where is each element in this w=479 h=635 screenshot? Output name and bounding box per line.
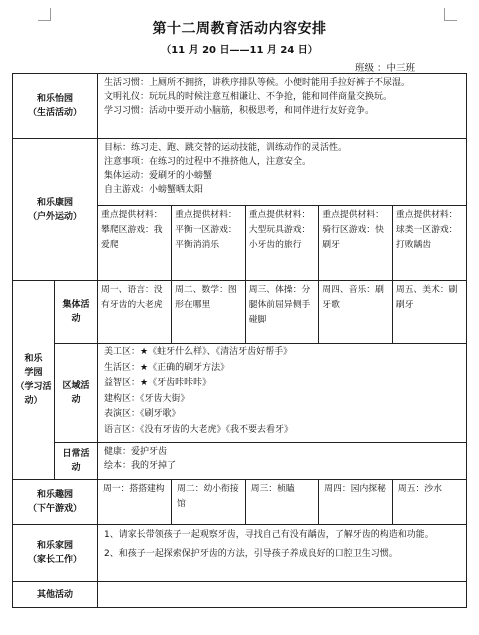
home-line: 1、请家长带领孩子一起观察牙齿，寻找自己有没有龋齿，了解牙齿的构造和功能。 — [104, 530, 434, 540]
area-line: 益智区：★《牙齿咔咔咔》 — [104, 378, 212, 388]
section-home-content — [98, 525, 467, 582]
date-range: （11 月 20 日——11 月 24 日） — [161, 45, 318, 56]
section-life-content — [98, 74, 467, 139]
section-life-subtitle: （生活活动） — [28, 108, 83, 118]
health-line: 目标：练习走、跑、跳交替的运动技能，训练动作的灵活性。 — [104, 143, 348, 153]
study-group-cell: 周二、数学：图形在哪里 — [172, 281, 246, 343]
health-cell: 重点提供材料：骑行区游戏：快刷牙 — [319, 206, 393, 280]
section-study-label — [13, 281, 55, 480]
section-fun-name: 和乐趣园 — [37, 490, 74, 500]
section-other-content — [98, 582, 467, 608]
study-area-label-text: 区域活动 — [62, 381, 90, 405]
fun-cell: 周五：沙水 — [397, 484, 442, 494]
health-line: 集体运动：爱刷牙的小螃蟹 — [104, 171, 213, 181]
section-home-subtitle: （家长工作） — [28, 555, 83, 565]
study-group-label-text: 集体活动 — [62, 300, 90, 324]
study-group-container — [98, 281, 467, 344]
section-health-label — [13, 139, 98, 281]
study-group-cell: 周一、语言：没有牙齿的大老虎 — [98, 281, 172, 343]
study-daily-label-text: 日常活动 — [62, 449, 90, 473]
health-cells-container — [98, 206, 467, 281]
health-cell: 重点提供材料：攀爬区游戏：我爱爬 — [98, 206, 172, 280]
study-group-cell: 周三、体操：分腿体前屈异侧手碰脚 — [245, 281, 319, 343]
section-other-label — [13, 582, 98, 608]
study-area-content — [98, 344, 467, 443]
home-line: 2、和孩子一起探索保护牙齿的方法，引导孩子养成良好的口腔卫生习惯。 — [104, 549, 398, 559]
section-life-name: 和乐怡园 — [37, 94, 74, 104]
page-title: 第十二周教育活动内容安排 — [152, 21, 327, 37]
health-line: 注意事项：在练习的过程中不推挤他人，注意安全。 — [104, 157, 312, 167]
section-home-name: 和乐家园 — [37, 541, 74, 551]
section-study-name: 和乐 — [24, 354, 43, 364]
class-label: 班级 ：中三班 — [355, 63, 416, 74]
fun-container — [98, 480, 467, 525]
health-cell: 重点提供材料：球类一区游戏：打败龋齿 — [395, 210, 458, 250]
area-line: 表演区：《刷牙歌》 — [104, 409, 181, 419]
study-group-cell: 周五、美术：刷刷牙 — [395, 285, 458, 310]
section-health-content — [98, 139, 467, 206]
section-fun-label — [13, 480, 98, 525]
row-other — [13, 582, 467, 608]
fun-cell: 周四：园内探秘 — [319, 480, 393, 524]
health-line: 自主游戏：小螃蟹晒太阳 — [104, 185, 204, 195]
study-group-label — [55, 281, 98, 344]
fun-cell: 周二：幼小衔接馆 — [172, 480, 246, 524]
life-line: 生活习惯：上厕所不拥挤，讲秩序排队等候。小便时能用手拉好裤子不尿湿。 — [104, 78, 411, 88]
daily-line: 绘本：我的牙掉了 — [104, 461, 177, 471]
row-life — [13, 74, 467, 139]
life-line: 学习习惯：活动中要开动小脑筋，积极思考，和同伴进行友好竞争。 — [104, 106, 375, 116]
row-study-area — [13, 344, 467, 443]
row-health-text — [13, 139, 467, 206]
row-fun — [13, 480, 467, 525]
row-study-daily — [13, 443, 467, 480]
study-daily-content — [98, 443, 467, 480]
study-area-label — [55, 344, 98, 443]
area-line: 建构区：《牙齿大街》 — [104, 393, 190, 404]
fun-cell: 周三：桢瞌 — [245, 480, 319, 524]
section-study-subtitle: （学习活动） — [15, 382, 52, 406]
section-fun-subtitle: （下午游戏） — [28, 504, 83, 514]
area-line: 生活区：★《正确的刷牙方法》 — [104, 362, 230, 373]
daily-line: 健康：爱护牙齿 — [104, 447, 168, 457]
health-cell: 重点提供材料：大型玩具游戏：小牙齿的旅行 — [245, 206, 319, 280]
area-line: 美工区：★《蛀牙什么样》、《清洁牙齿好帮手》 — [104, 347, 293, 357]
section-study-name-2: 学园 — [24, 368, 43, 378]
section-health-subtitle: （户外运动） — [28, 211, 83, 222]
section-home-label — [13, 525, 98, 582]
row-home — [13, 525, 467, 582]
fun-cell: 周一：搭搭建构 — [98, 480, 172, 524]
row-study-group — [13, 281, 467, 344]
health-cell: 重点提供材料：平衡一区游戏：平衡消消乐 — [172, 206, 246, 280]
study-group-cell: 周四、音乐：刷牙歌 — [319, 281, 393, 343]
study-daily-label — [55, 443, 98, 480]
section-other-name: 其他活动 — [37, 589, 74, 600]
life-line: 文明礼仪：玩玩具的时候注意互相谦让、不争抢，能和同伴商量交换玩。 — [104, 92, 393, 102]
section-life-label — [13, 74, 98, 139]
area-line: 语言区：《没有牙齿的大老虎》《我不要去看牙》 — [104, 424, 294, 435]
schedule-table — [12, 73, 467, 608]
section-health-name: 和乐康园 — [37, 197, 74, 208]
